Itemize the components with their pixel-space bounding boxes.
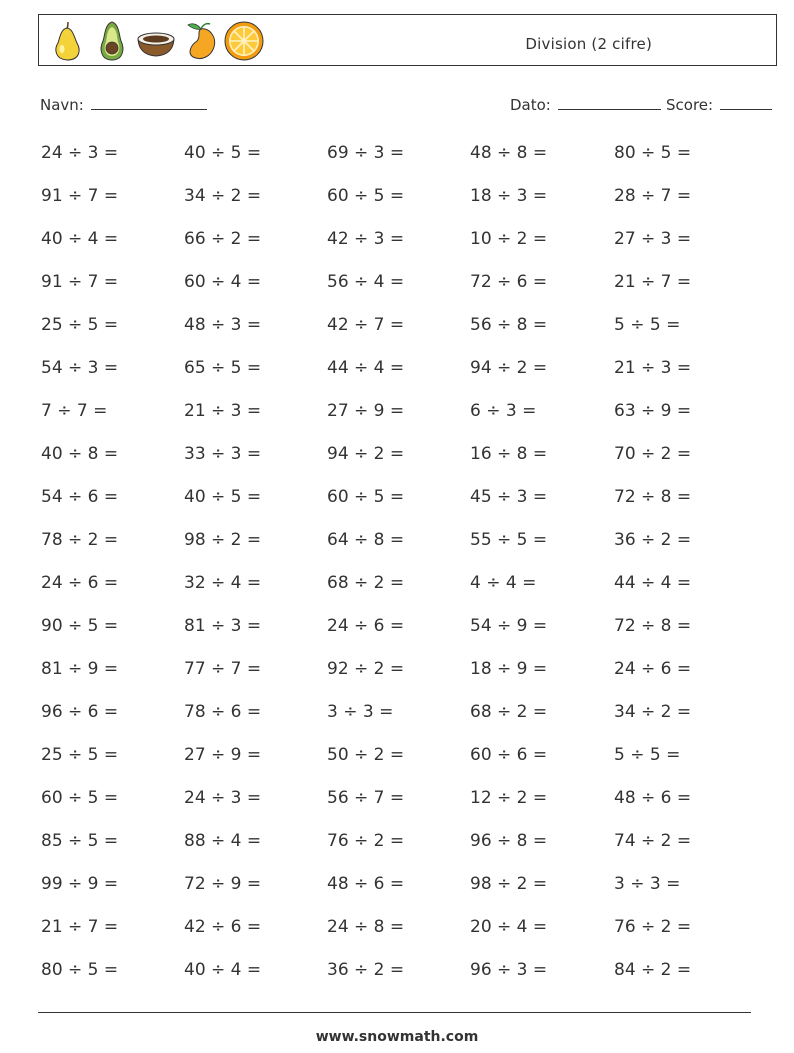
problem-cell: 28 ÷ 7 = [614, 186, 692, 206]
problem-cell: 16 ÷ 8 = [470, 444, 548, 464]
problem-cell: 63 ÷ 9 = [614, 401, 692, 421]
problem-cell: 65 ÷ 5 = [184, 358, 262, 378]
problem-cell: 81 ÷ 9 = [41, 659, 119, 679]
problem-cell: 40 ÷ 5 = [184, 487, 262, 507]
problem-cell: 5 ÷ 5 = [614, 315, 681, 335]
problem-cell: 76 ÷ 2 = [614, 917, 692, 937]
problem-cell: 24 ÷ 8 = [327, 917, 405, 937]
problem-cell: 21 ÷ 3 = [184, 401, 262, 421]
problem-cell: 94 ÷ 2 = [470, 358, 548, 378]
problem-cell: 54 ÷ 9 = [470, 616, 548, 636]
problem-cell: 24 ÷ 3 = [41, 143, 119, 163]
problem-cell: 55 ÷ 5 = [470, 530, 548, 550]
problem-cell: 72 ÷ 6 = [470, 272, 548, 292]
problem-cell: 21 ÷ 7 = [614, 272, 692, 292]
pear-icon [47, 19, 89, 63]
problem-cell: 54 ÷ 3 = [41, 358, 119, 378]
problem-cell: 72 ÷ 9 = [184, 874, 262, 894]
problem-cell: 99 ÷ 9 = [41, 874, 119, 894]
problem-cell: 4 ÷ 4 = [470, 573, 537, 593]
name-field[interactable] [40, 94, 207, 114]
problem-cell: 66 ÷ 2 = [184, 229, 262, 249]
problem-cell: 42 ÷ 3 = [327, 229, 405, 249]
problem-cell: 96 ÷ 3 = [470, 960, 548, 980]
footer-divider [38, 1012, 751, 1013]
problem-cell: 77 ÷ 7 = [184, 659, 262, 679]
problem-cell: 32 ÷ 4 = [184, 573, 262, 593]
problem-cell: 96 ÷ 6 = [41, 702, 119, 722]
problem-cell: 84 ÷ 2 = [614, 960, 692, 980]
problem-cell: 40 ÷ 4 = [184, 960, 262, 980]
problem-cell: 72 ÷ 8 = [614, 487, 692, 507]
problem-cell: 56 ÷ 8 = [470, 315, 548, 335]
score-label: Score: [666, 96, 714, 114]
problem-cell: 92 ÷ 2 = [327, 659, 405, 679]
problem-cell: 72 ÷ 8 = [614, 616, 692, 636]
problem-cell: 94 ÷ 2 = [327, 444, 405, 464]
problem-cell: 40 ÷ 8 = [41, 444, 119, 464]
date-blank[interactable] [558, 94, 661, 110]
problem-cell: 85 ÷ 5 = [41, 831, 119, 851]
problem-cell: 34 ÷ 2 = [184, 186, 262, 206]
orange-slice-icon [223, 19, 265, 63]
problem-cell: 25 ÷ 5 = [41, 745, 119, 765]
problem-cell: 70 ÷ 2 = [614, 444, 692, 464]
problem-cell: 48 ÷ 3 = [184, 315, 262, 335]
problem-cell: 60 ÷ 6 = [470, 745, 548, 765]
score-blank[interactable] [720, 94, 772, 110]
problem-cell: 68 ÷ 2 = [470, 702, 548, 722]
problem-cell: 36 ÷ 2 = [614, 530, 692, 550]
problem-cell: 98 ÷ 2 = [470, 874, 548, 894]
problem-cell: 27 ÷ 9 = [327, 401, 405, 421]
problem-cell: 24 ÷ 3 = [184, 788, 262, 808]
problem-cell: 3 ÷ 3 = [614, 874, 681, 894]
problem-cell: 74 ÷ 2 = [614, 831, 692, 851]
coconut-icon [135, 19, 177, 63]
problem-cell: 27 ÷ 9 = [184, 745, 262, 765]
fruit-icons [47, 18, 267, 64]
problem-cell: 18 ÷ 9 = [470, 659, 548, 679]
problem-cell: 78 ÷ 2 = [41, 530, 119, 550]
problem-cell: 24 ÷ 6 = [614, 659, 692, 679]
problem-cell: 25 ÷ 5 = [41, 315, 119, 335]
avocado-icon [91, 19, 133, 63]
problem-cell: 78 ÷ 6 = [184, 702, 262, 722]
problem-cell: 24 ÷ 6 = [327, 616, 405, 636]
problem-cell: 60 ÷ 5 = [327, 487, 405, 507]
problem-cell: 3 ÷ 3 = [327, 702, 394, 722]
footer-url: www.snowmath.com [315, 1029, 479, 1045]
problem-cell: 56 ÷ 7 = [327, 788, 405, 808]
problem-cell: 91 ÷ 7 = [41, 272, 119, 292]
problem-cell: 60 ÷ 5 = [327, 186, 405, 206]
problem-cell: 60 ÷ 5 = [41, 788, 119, 808]
problem-cell: 40 ÷ 5 = [184, 143, 262, 163]
problem-cell: 80 ÷ 5 = [614, 143, 692, 163]
problem-cell: 96 ÷ 8 = [470, 831, 548, 851]
problem-cell: 44 ÷ 4 = [327, 358, 405, 378]
problem-cell: 56 ÷ 4 = [327, 272, 405, 292]
problem-cell: 90 ÷ 5 = [41, 616, 119, 636]
problem-cell: 60 ÷ 4 = [184, 272, 262, 292]
problem-cell: 6 ÷ 3 = [470, 401, 537, 421]
problem-cell: 33 ÷ 3 = [184, 444, 262, 464]
problem-cell: 34 ÷ 2 = [614, 702, 692, 722]
problem-cell: 10 ÷ 2 = [470, 229, 548, 249]
mango-icon [179, 19, 221, 63]
worksheet-header [38, 14, 777, 66]
problem-cell: 54 ÷ 6 = [41, 487, 119, 507]
problem-cell: 76 ÷ 2 = [327, 831, 405, 851]
problem-cell: 91 ÷ 7 = [41, 186, 119, 206]
worksheet-title: Division (2 cifre) [525, 35, 652, 53]
date-field[interactable] [510, 94, 661, 114]
problem-cell: 64 ÷ 8 = [327, 530, 405, 550]
problem-cell: 21 ÷ 3 = [614, 358, 692, 378]
score-field[interactable] [666, 94, 772, 114]
problem-cell: 40 ÷ 4 = [41, 229, 119, 249]
problem-cell: 24 ÷ 6 = [41, 573, 119, 593]
date-label: Dato: [510, 96, 551, 114]
problem-cell: 50 ÷ 2 = [327, 745, 405, 765]
problem-cell: 21 ÷ 7 = [41, 917, 119, 937]
problem-cell: 80 ÷ 5 = [41, 960, 119, 980]
name-label: Navn: [40, 96, 84, 114]
problem-cell: 27 ÷ 3 = [614, 229, 692, 249]
problem-cell: 81 ÷ 3 = [184, 616, 262, 636]
problem-cell: 44 ÷ 4 = [614, 573, 692, 593]
problem-cell: 12 ÷ 2 = [470, 788, 548, 808]
problem-cell: 18 ÷ 3 = [470, 186, 548, 206]
problem-cell: 88 ÷ 4 = [184, 831, 262, 851]
problem-cell: 48 ÷ 6 = [614, 788, 692, 808]
problem-cell: 98 ÷ 2 = [184, 530, 262, 550]
problem-cell: 68 ÷ 2 = [327, 573, 405, 593]
problem-cell: 48 ÷ 8 = [470, 143, 548, 163]
problem-cell: 42 ÷ 6 = [184, 917, 262, 937]
problem-cell: 5 ÷ 5 = [614, 745, 681, 765]
problem-cell: 42 ÷ 7 = [327, 315, 405, 335]
problem-cell: 45 ÷ 3 = [470, 487, 548, 507]
problem-cell: 48 ÷ 6 = [327, 874, 405, 894]
problem-cell: 36 ÷ 2 = [327, 960, 405, 980]
problem-cell: 69 ÷ 3 = [327, 143, 405, 163]
problem-cell: 20 ÷ 4 = [470, 917, 548, 937]
name-blank[interactable] [91, 94, 207, 110]
problem-cell: 7 ÷ 7 = [41, 401, 108, 421]
